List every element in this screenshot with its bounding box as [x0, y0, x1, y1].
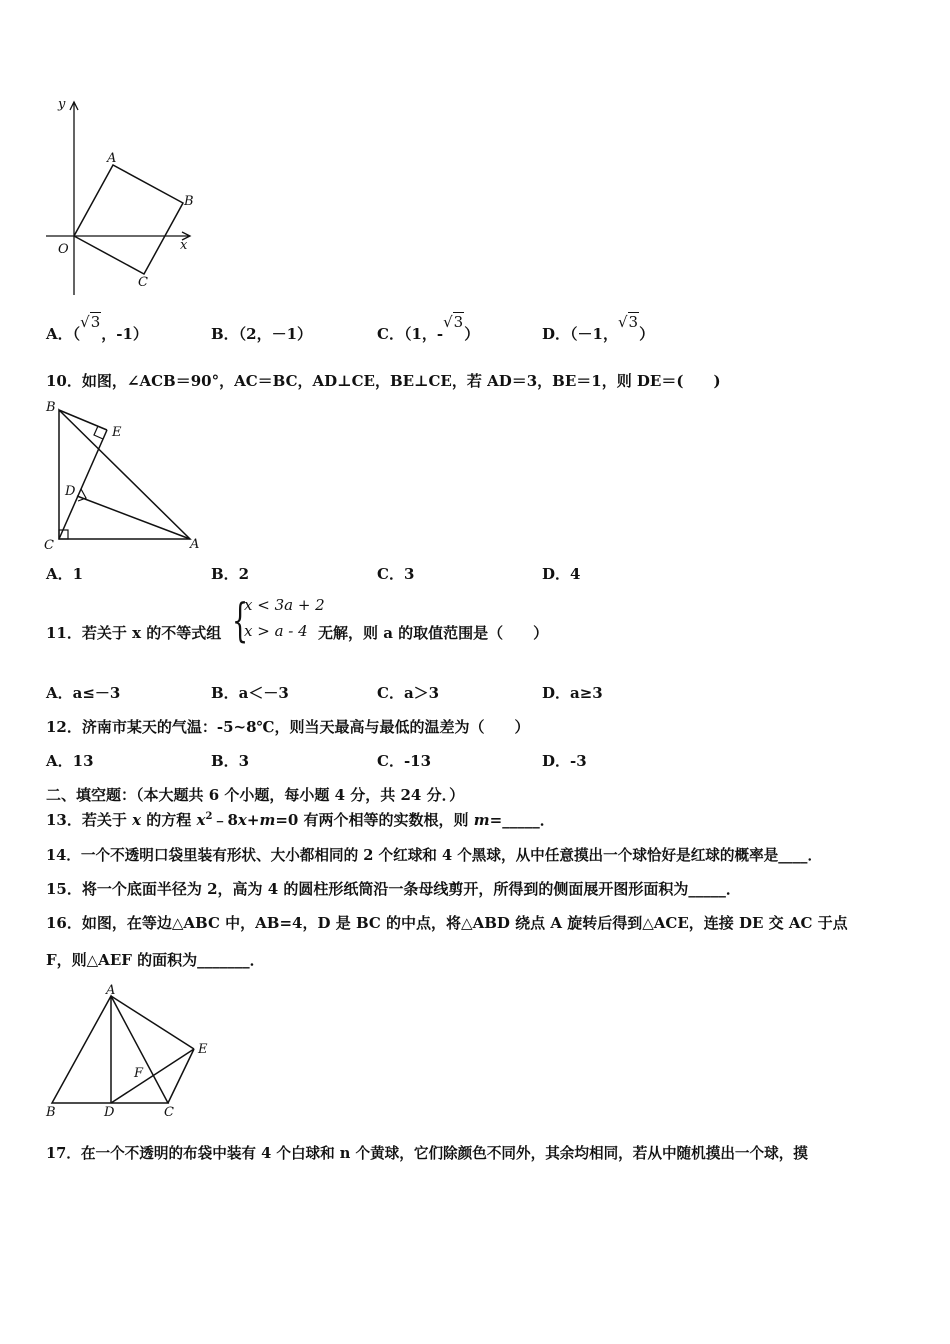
q10-figure	[40, 396, 215, 556]
q11-suffix: 无解，则 a 的取值范围是（ ）	[318, 624, 549, 642]
svg-text:B: B	[46, 1105, 56, 1120]
q9-option-b: B．（2，－1）	[211, 325, 313, 343]
svg-text:y: y	[58, 97, 66, 112]
q16-line-2: F，则△AEF 的面积为_______．	[46, 951, 265, 969]
svg-text:C: C	[164, 1105, 174, 1120]
q13-text: 13．若关于 x 的方程 $x^2﹣8x+m=0$ 有两个相等的实数根，则 m=_____．	[46, 811, 555, 829]
q9-square	[74, 165, 183, 274]
q16-figure	[40, 982, 220, 1122]
q12-option-a: A．13	[46, 752, 94, 770]
sqrt-symbol: √3	[80, 313, 101, 331]
svg-text:A: A	[107, 151, 117, 166]
q12-option-c: C．-13	[377, 752, 432, 770]
q11-inequality-1: x < 3a + 2	[244, 596, 325, 614]
q10-text: 10．如图，∠ACB＝90°，AC＝BC，AD⊥CE，BE⊥CE，若 AD＝3，BE＝1，则 DE＝( )	[46, 372, 721, 390]
q11-option-c: C．a＞3	[377, 684, 440, 702]
sqrt-symbol: √3	[443, 313, 464, 331]
q10-option-a: A．1	[46, 565, 84, 583]
q10-option-c: C．3	[377, 565, 415, 583]
q9-figure	[40, 92, 200, 302]
svg-text:D: D	[104, 1105, 115, 1120]
q9-option-c: C．（1，-√3）	[377, 313, 480, 343]
q17-text: 17．在一个不透明的布袋中装有 4 个白球和 n 个黄球，它们除颜色不同外，其余均相同，若从中随机摸出一个球，摸	[46, 1145, 808, 1162]
q10-option-b: B．2	[211, 565, 250, 583]
brace-symbol: {	[232, 593, 249, 647]
svg-text:C: C	[44, 538, 54, 553]
q11-prefix: 11．若关于 x 的不等式组	[46, 624, 222, 642]
section-2-heading: 二、填空题：（本大题共 6 个小题，每小题 4 分，共 24 分．）	[46, 786, 465, 804]
svg-text:D: D	[65, 484, 76, 499]
svg-text:A: A	[190, 537, 200, 552]
svg-text:x: x	[180, 238, 188, 253]
q16-line-1: 16．如图，在等边△ABC 中，AB=4，D 是 BC 的中点，将△ABD 绕点 A 旋转后得到△ACE，连接 DE 交 AC 于点	[46, 914, 848, 932]
q12-option-d: D．-3	[542, 752, 587, 770]
svg-text:B: B	[46, 400, 56, 415]
svg-text:A: A	[106, 983, 116, 998]
sqrt-symbol: √3	[617, 313, 639, 331]
q9-option-a: A．（√3，-1）	[46, 313, 148, 343]
q11-inequality-system	[232, 594, 328, 650]
q12-text: 12．济南市某天的气温：-5~8℃，则当天最高与最低的温差为（ ）	[46, 718, 530, 736]
svg-text:B: B	[184, 194, 194, 209]
q11-option-d: D．a≥3	[542, 684, 603, 702]
q9-option-d: D．（－1，√3）	[542, 313, 655, 343]
svg-text:F: F	[134, 1066, 144, 1081]
svg-text:C: C	[138, 275, 148, 290]
q15-text: 15．将一个底面半径为 2，高为 4 的圆柱形纸筒沿一条母线剪开，所得到的侧面展开图形面积为_____．	[46, 880, 741, 898]
q11-option-b: B．a＜－3	[211, 684, 289, 702]
svg-text:E: E	[112, 425, 122, 440]
q12-option-b: B．3	[211, 752, 250, 770]
q11-inequality-2: x > a - 4	[244, 622, 308, 640]
svg-text:O: O	[58, 242, 69, 257]
q11-option-a: A．a≤－3	[46, 684, 121, 702]
q14-text: 14．一个不透明口袋里装有形状、大小都相同的 2 个红球和 4 个黑球，从中任意摸出一个球恰好是红球的概率是____．	[46, 847, 823, 864]
q10-option-d: D．4	[542, 565, 581, 583]
svg-text:E: E	[198, 1042, 208, 1057]
